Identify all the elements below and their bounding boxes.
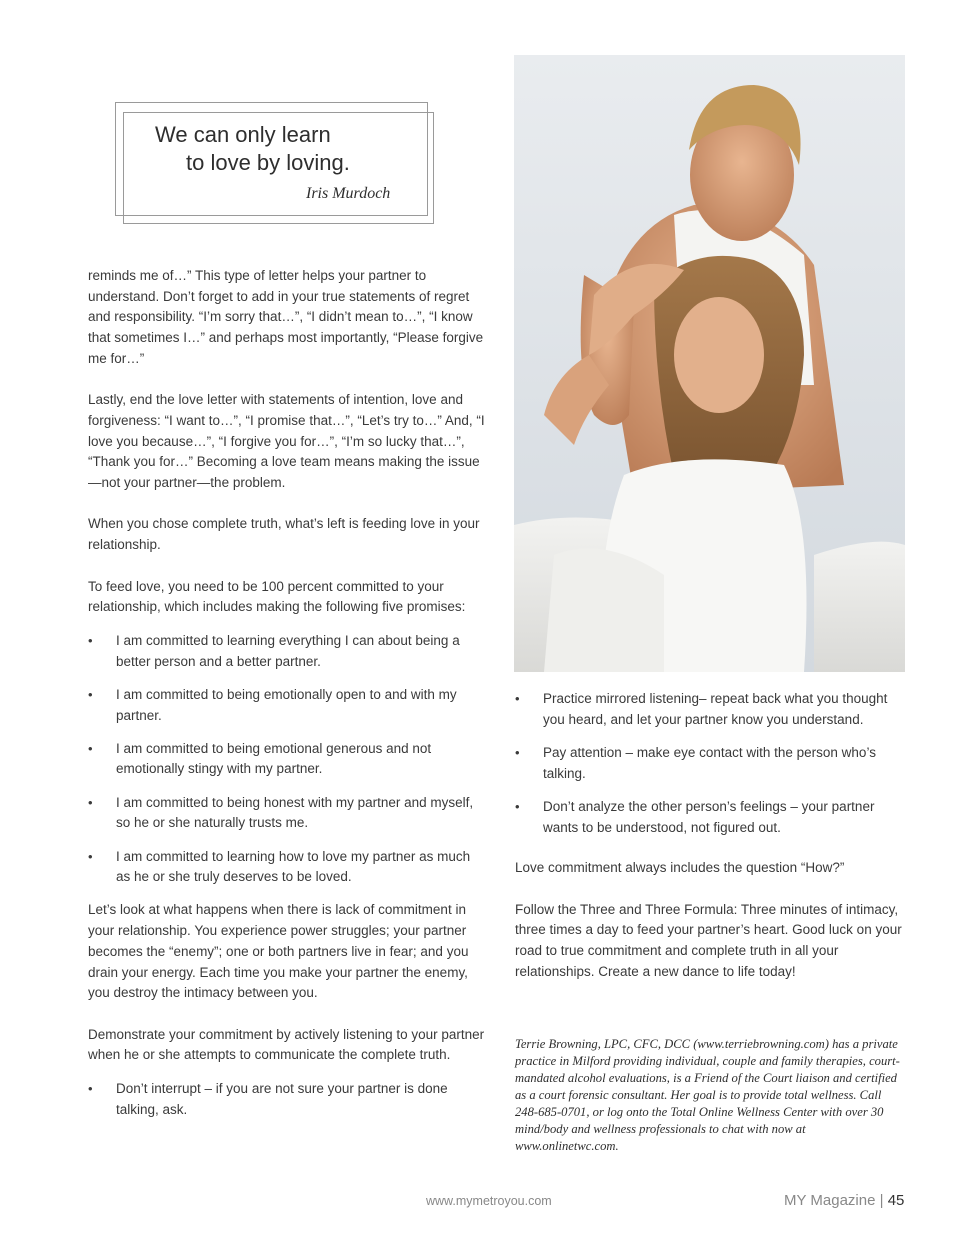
paragraph: reminds me of…” This type of letter helps your partner to understand. Don’t forget to add in your true statements of regret and responsibility. “I’m sorry that…”, “I didn’t mean to…”, “I know that sometimes I…” and perhaps most importantly, “Please forgive me for…”: [88, 268, 484, 366]
paragraph: Follow the Three and Three Formula: Three minutes of intimacy, three times a day to feed your partner’s heart. Good luck on your road to true commitment and complete truth in all your relationships. Create a new dance to life today!: [515, 901, 902, 979]
page-number: 45: [887, 1192, 905, 1209]
list-item: • I am committed to learning everything I can about being a better person and a better partner.: [88, 631, 488, 672]
paragraph: Love commitment always includes the question “How?”: [515, 860, 845, 876]
list-item: • Don’t analyze the other person’s feelings – your partner wants to be understood, not figured out.: [515, 797, 905, 838]
footer-separator: |: [879, 1192, 884, 1209]
paragraph: To feed love, you need to be 100 percent committed to your relationship, which includes making the following five promises:: [88, 578, 466, 615]
list-item: • I am committed to learning how to love my partner as much as he or she truly deserves to be loved.: [88, 847, 488, 888]
paragraph: When you chose complete truth, what’s left is feeding love in your relationship.: [88, 516, 480, 553]
footer-magazine: [784, 1192, 904, 1209]
commitment-promises-list: [88, 631, 488, 888]
quote-line-1: We can only learn: [155, 122, 331, 147]
couple-photo: [514, 55, 905, 672]
quote-line-2: to love by loving.: [186, 150, 350, 175]
list-item: • Practice mirrored listening– repeat back what you thought you heard, and let your partner know you understand.: [515, 689, 905, 730]
magazine-name: MY Magazine: [784, 1192, 876, 1209]
paragraph: Demonstrate your commitment by actively listening to your partner when he or she attempts to communicate the complete truth.: [88, 1026, 485, 1063]
author-bio: Terrie Browning, LPC, CFC, DCC (www.terriebrowning.com) has a private practice in Milford providing individual, couple and family therapies, court-mandated alcohol evaluations, is a Friend of the Court liaison and certified as a court forensic consultant. Her goal is to provide total wellness. Call 248-685-0701, or log onto the Total Online Wellness Center with over 30 mind/body and wellness professionals to chat with now at www.onlinetwc.com.: [515, 1037, 900, 1153]
list-item: • I am committed to being emotional generous and not emotionally stingy with my partner.: [88, 739, 488, 780]
paragraph: Let’s look at what happens when there is lack of commitment in your relationship. You experience power struggles; your partner becomes the “enemy”; one or both partners live in fear; and you drain your energy. Each time you make your partner the enemy, you destroy the intimacy between you.: [88, 902, 469, 1001]
couple-photo-illustration: [514, 55, 905, 672]
quote-author: Iris Murdoch: [306, 185, 391, 202]
listening-tips-list-continued: [515, 689, 905, 838]
paragraph: Lastly, end the love letter with statements of intention, love and forgiveness: “I want to…”, “I promise that…”, “Let’s try to…” And, “I love you because…”, “I forgive you for…”, “I’m so lucky that…”, “Thank you for…” Becoming a love team means making the issue—not your partner—the problem.: [88, 392, 485, 491]
list-item: • Pay attention – make eye contact with the person who’s talking.: [515, 743, 905, 784]
list-item: • I am committed to being emotionally open to and with my partner.: [88, 685, 488, 726]
footer-website: www.mymetroyou.com: [426, 1194, 552, 1208]
listening-tips-list: [88, 1079, 488, 1120]
list-item: • I am committed to being honest with my partner and myself, so he or she naturally trusts me.: [88, 793, 488, 834]
right-column: [515, 689, 905, 1003]
list-item: • Don’t interrupt – if you are not sure your partner is done talking, ask.: [88, 1079, 488, 1120]
left-column: [88, 266, 488, 1133]
